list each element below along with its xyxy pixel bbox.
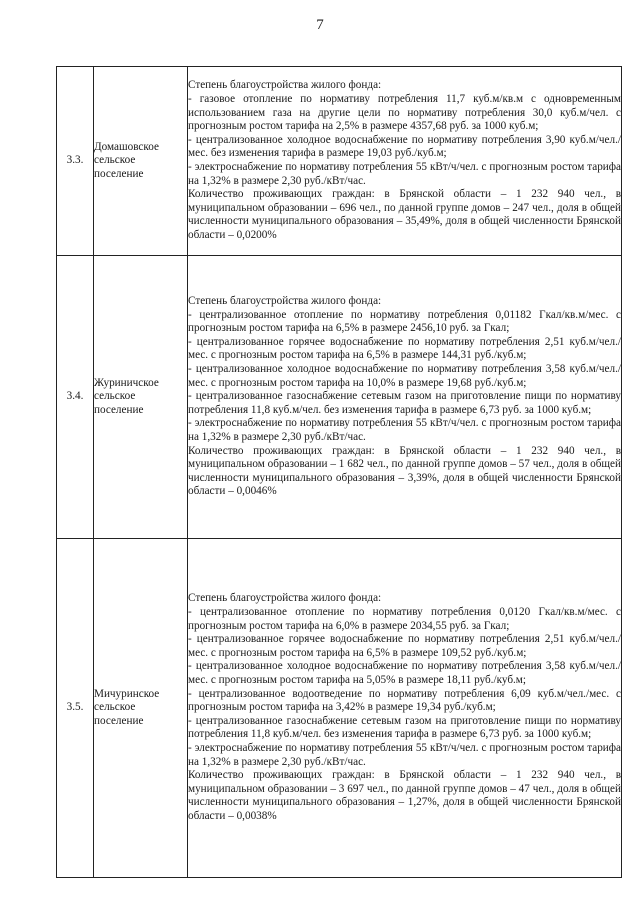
settlement-name-line: поселение [94, 714, 144, 727]
utility-item: - централизованное холодное водоснабжение по нормативу потребления 3,58 куб.м/чел./мес. с прогнозным ростом тарифа на 5,05% в размере 18,11 руб./куб.м; [188, 660, 621, 687]
settlement-name-line: Мичуринское [94, 687, 160, 700]
utility-item: - централизованное холодное водоснабжение по нормативу потребления 3,58 куб.м/чел./мес. с прогнозным ростом тарифа на 10,0% в размере 19,68 руб./куб.м; [188, 363, 621, 389]
table-row [57, 67, 622, 256]
settlement-name [94, 256, 188, 539]
utility-item: - электроснабжение по нормативу потребления 55 кВт/ч/чел. с прогнозным ростом тарифа на 1,32% в размере 2,30 руб./кВт/час. [188, 417, 621, 443]
settlement-name-line: поселение [94, 403, 144, 416]
utility-item: - централизованное горячее водоснабжение по нормативу потребления 2,51 куб.м/чел./мес. с прогнозным ростом тарифа на 6,5% в размере 144,31 руб./куб.м; [188, 335, 621, 362]
utility-item: - централизованное холодное водоснабжение по нормативу потребления 3,90 куб.м/чел./мес. без изменения тарифа в размере 19,03 руб./куб.м; [188, 133, 621, 160]
housing-description [188, 539, 622, 878]
population-info: Количество проживающих граждан: в Брянской области – 1 232 940 чел., в муниципальном образовании – 1 682 чел., по данной группе домов – 57 чел., доля в общей численности муниципального образования – 3,39%, доля в общей численности Брянской области – 0,0046% [188, 444, 621, 498]
row-number: 3.5. [57, 539, 94, 878]
utility-item: - централизованное отопление по нормативу потребления 0,01182 Гкал/кв.м/мес. с прогнозным ростом тарифа на 6,5% в размере 2456,10 руб. за Гкал; [188, 308, 621, 335]
page-number: 7 [316, 17, 324, 33]
settlement-name-line: сельское [94, 390, 136, 403]
description-heading: Степень благоустройства жилого фонда: [188, 592, 382, 605]
settlement-name [94, 67, 188, 256]
population-info: Количество проживающих граждан: в Брянской области – 1 232 940 чел., в муниципальном образовании – 3 697 чел., по данной группе домов – 47 чел., доля в общей численности муниципального образования – 1,27%, доля в общей численности Брянской области – 0,0038% [188, 769, 621, 822]
settlement-name-line: поселение [94, 167, 144, 180]
settlement-name-line: сельское [94, 701, 136, 714]
utility-item: - централизованное горячее водоснабжение по нормативу потребления 2,51 куб.м/чел./мес. с прогнозным ростом тарифа на 6,5% в размере 109,52 руб./куб.м; [188, 633, 621, 659]
utility-item: - централизованное отопление по нормативу потребления 0,0120 Гкал/кв.м/мес. с прогнозным ростом тарифа на 6,0% в размере 2034,55 руб. за Гкал; [188, 606, 621, 632]
utility-item: - централизованное газоснабжение сетевым газом на приготовление пищи по нормативу потребления 11,8 куб.м/чел. без изменения тарифа в размере 6,73 руб. за 1000 куб.м; [188, 390, 621, 416]
settlement-name [94, 539, 188, 878]
row-number: 3.4. [57, 256, 94, 539]
utility-item: - электроснабжение по нормативу потребления 55 кВт/ч/чел. с прогнозным ростом тарифа на 1,32% в размере 2,30 руб./кВт/час. [188, 741, 621, 768]
utility-item: - электроснабжение по нормативу потребления 55 кВт/ч/чел. с прогнозным ростом тарифа на 1,32% в размере 2,30 руб./кВт/час. [188, 161, 621, 187]
housing-description [188, 256, 622, 539]
settlement-name-line: сельское [94, 154, 136, 167]
table-row [57, 539, 622, 878]
utility-item: - централизованное водоотведение по нормативу потребления 6,09 куб.м/чел./мес. с прогнозным ростом тарифа на 3,42% в размере 19,34 руб./куб.м; [188, 687, 621, 714]
population-info: Количество проживающих граждан: в Брянской области – 1 232 940 чел., в муниципальном образовании – 696 чел., по данной группе домов – 247 чел., доля в общей численности муниципального образования – 35,49%, доля в общей численности Брянской области – 0,0200% [188, 188, 621, 241]
settlement-name-line: Домашовское [94, 140, 159, 153]
row-number: 3.3. [57, 67, 94, 256]
tariff-table [56, 66, 622, 878]
description-heading: Степень благоустройства жилого фонда: [188, 79, 382, 92]
utility-item: - централизованное газоснабжение сетевым газом на приготовление пищи по нормативу потребления 11,8 куб.м/чел. без изменения тарифа в размере 6,73 руб. за 1000 куб.м; [188, 714, 621, 741]
description-heading: Степень благоустройства жилого фонда: [188, 295, 382, 308]
settlement-name-line: Журиничское [94, 376, 159, 389]
table-row [57, 256, 622, 539]
housing-description [188, 67, 622, 256]
utility-item: - газовое отопление по нормативу потребления 11,7 куб.м/кв.м с одновременным использованием газа на другие цели по нормативу потребления 30,0 куб.м/чел. с прогнозным ростом тарифа на 2,5% в размере 4357,68 руб. за 1000 куб.м; [188, 93, 621, 133]
